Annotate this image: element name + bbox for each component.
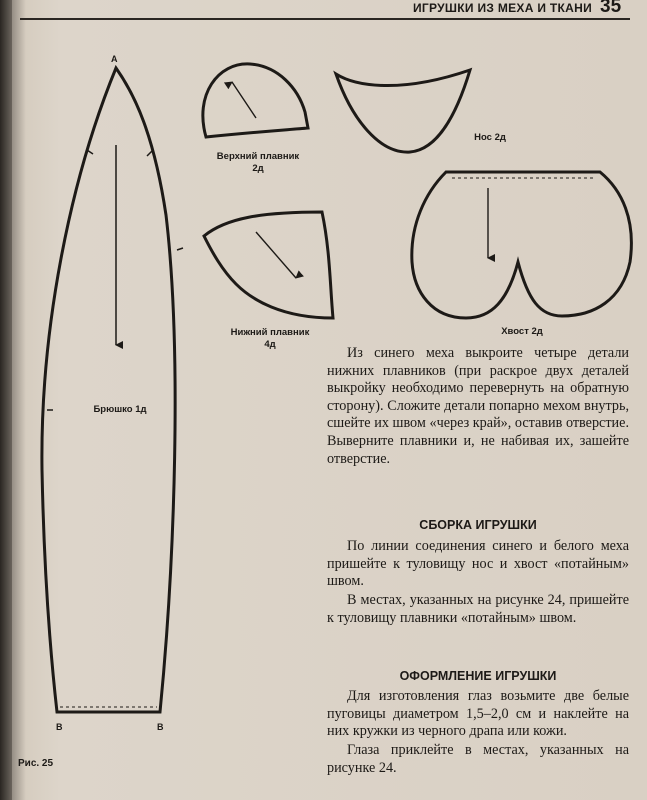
top-fin-outline [203,64,308,137]
paragraph-decoration-1: Для изготовления глаз возьмите две белые пуговицы диаметром 1,5–2,0 см и наклейте на них кружки из черного драпа или кожи. [327,688,629,740]
top-fin-part-label-line2: 2д [252,163,264,174]
top-fin-grain-arrow [232,82,256,118]
bottom-fin-part-label-line1: Нижний плавник [230,327,310,338]
point-b-right-label: В [157,722,164,732]
page-number: 35 [600,0,622,17]
bottom-fin-part-label [205,327,335,351]
heading-assembly: СБОРКА ИГРУШКИ [419,518,537,532]
paragraph-assembly-1: По линии соединения синего и белого меха пришейте к туловищу нос и хвост «потайным» швом. [327,538,629,590]
bottom-fin-grain-arrow [256,232,296,278]
belly-notch-right-low [177,248,183,250]
belly-pattern-outline [42,68,175,712]
bottom-fin-part-label-line2: 4д [264,339,276,350]
belly-part-label: Брюшко 1д [93,404,147,415]
nose-outline [336,70,470,152]
point-b-left-label: В [56,722,63,732]
nose-part-label: Нос 2д [474,132,506,143]
top-fin-part-label-line1: Верхний плавник [216,151,300,162]
top-fin-part-label [198,151,318,175]
paragraph-decoration-2: Глаза приклейте в местах, указанных на рисунке 24. [327,742,629,776]
belly-notch-right [147,151,152,156]
bottom-fin-outline [204,212,333,318]
point-a-label: А [111,54,118,64]
heading-decoration: ОФОРМЛЕНИЕ ИГРУШКИ [399,669,557,683]
paragraph-assembly-2: В местах, указанных на рисунке 24, пришейте к туловищу плавники «потайным» швом. [327,592,629,626]
tail-outline [412,172,632,318]
figure-caption: Рис. 25 [18,758,54,769]
running-header-title: ИГРУШКИ ИЗ МЕХА И ТКАНИ [412,1,592,15]
paragraph-fins: Из синего меха выкроите четыре детали нижних плавников (при раскрое двух деталей выкройку необходимо перевернуть на обратную сторону). Сложите детали попарно мехом внутрь, сшейте их швом «через край», оставив отверстие. Выверните плавники и, не набивая их, зашейте отверстие. [327,345,629,467]
tail-part-label: Хвост 2д [501,326,543,337]
